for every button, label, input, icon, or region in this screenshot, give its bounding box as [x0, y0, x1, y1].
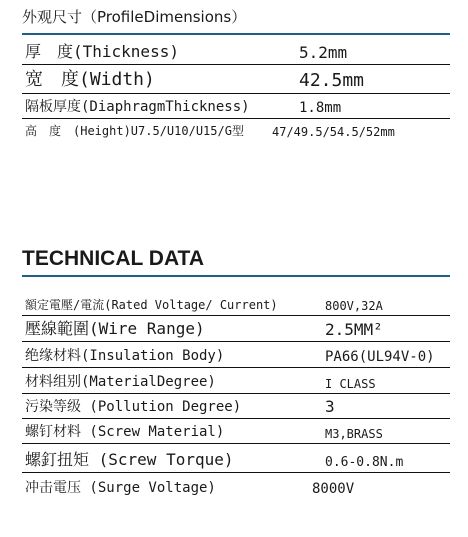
screw-torque-row — [22, 444, 450, 473]
insulation-row — [22, 342, 450, 368]
surge-voltage-label: 冲击電压 (Surge Voltage) — [25, 480, 216, 496]
screw-material-label: 螺钉材料 (Screw Material) — [25, 424, 225, 440]
pollution-degree-value: 3 — [325, 397, 335, 416]
insulation-value: PA66(UL94V-0) — [325, 349, 435, 365]
thickness-value: 5.2mm — [299, 43, 348, 62]
surge-voltage-value: 8000V — [312, 481, 355, 497]
height-label: 高 度 (Height)U7.5/U10/U15/G型 — [25, 124, 244, 138]
diaphragm-thickness-row — [22, 94, 450, 119]
dimensions-table — [22, 38, 450, 141]
technical-title: TECHNICAL DATA — [22, 247, 204, 270]
material-degree-label: 材料组别(MaterialDegree) — [25, 374, 216, 390]
thickness-row — [22, 38, 450, 65]
wire-range-value: 2.5MM² — [325, 320, 383, 339]
width-value: 42.5mm — [299, 70, 365, 91]
rated-voltage-label: 額定電壓/電流(Rated Voltage/ Current) — [25, 298, 278, 312]
height-row — [22, 119, 450, 141]
rated-voltage-value: 800V,32A — [325, 299, 383, 313]
material-degree-row — [22, 368, 450, 394]
screw-material-row — [22, 419, 450, 444]
width-label: 宽 度(Width) — [25, 69, 155, 90]
wire-range-row — [22, 316, 450, 342]
surge-voltage-row — [22, 473, 450, 499]
insulation-label: 绝缘材料(Insulation Body) — [25, 348, 225, 364]
diaphragm-thickness-value: 1.8mm — [299, 100, 342, 116]
material-degree-value: I CLASS — [325, 377, 376, 391]
pollution-degree-row — [22, 394, 450, 419]
thickness-label: 厚 度(Thickness) — [25, 42, 179, 61]
rated-voltage-row — [22, 290, 450, 316]
technical-title-rule — [22, 275, 450, 277]
screw-torque-value: 0.6-0.8N.m — [325, 455, 404, 470]
dimensions-title: 外观尺寸（ProfileDimensions） — [22, 8, 247, 26]
screw-torque-label: 螺釘扭矩 (Screw Torque) — [25, 450, 234, 469]
wire-range-label: 壓線範圍(Wire Range) — [25, 319, 205, 338]
width-row — [22, 65, 450, 94]
height-value: 47/49.5/54.5/52mm — [272, 125, 395, 139]
dimensions-title-rule — [22, 33, 450, 35]
technical-table — [22, 290, 450, 499]
diaphragm-thickness-label: 隔板厚度(DiaphragmThickness) — [25, 99, 250, 115]
screw-material-value: M3,BRASS — [325, 427, 383, 441]
pollution-degree-label: 污染等级 (Pollution Degree) — [25, 399, 242, 415]
